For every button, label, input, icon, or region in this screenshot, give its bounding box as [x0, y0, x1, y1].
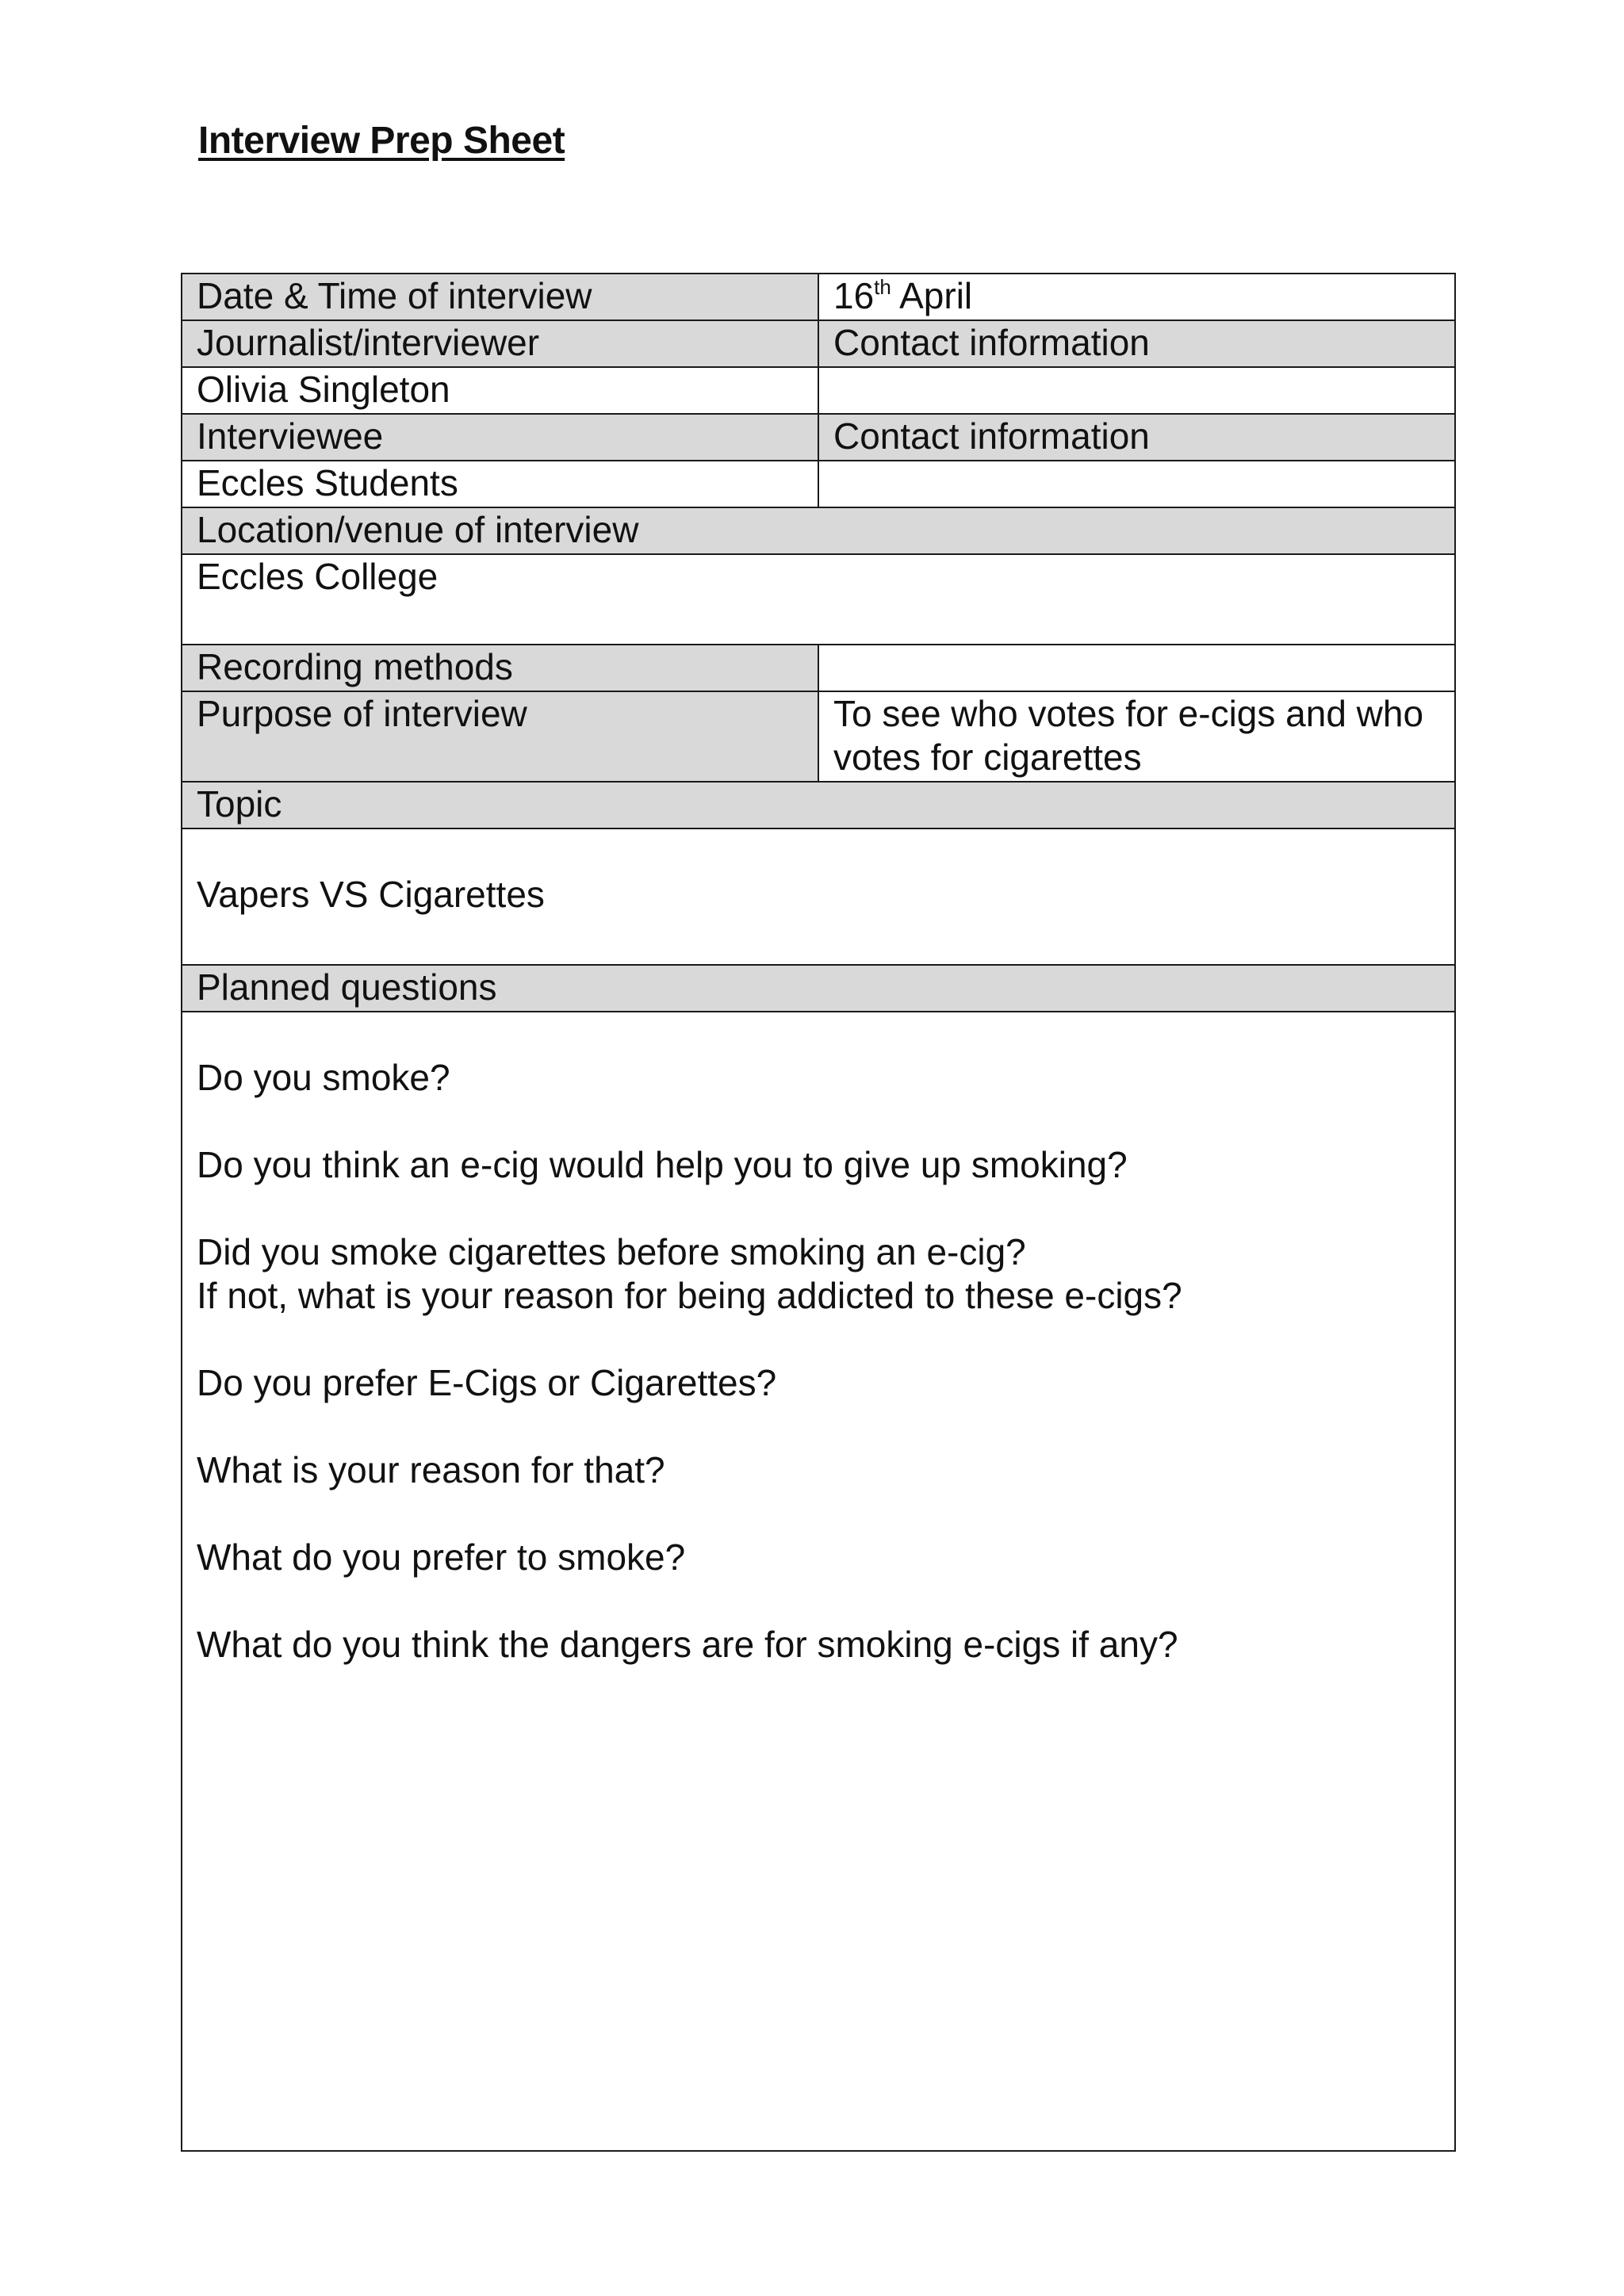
- question-text: Do you smoke?: [197, 1057, 450, 1098]
- journalist-row: [182, 367, 1455, 414]
- topic-row: [182, 828, 1455, 965]
- recording-row: [182, 645, 1455, 691]
- question-item: [197, 1623, 1440, 1667]
- location-header-row: [182, 507, 1455, 554]
- journalist-contact-value: [818, 367, 1455, 414]
- recording-value: [818, 645, 1455, 691]
- date-label: Date & Time of interview: [182, 274, 818, 320]
- interviewee-name: Eccles Students: [182, 461, 818, 507]
- journalist-header-row: [182, 320, 1455, 367]
- interviewee-label: Interviewee: [182, 414, 818, 461]
- interview-prep-table: [181, 273, 1456, 2152]
- questions-header-row: [182, 965, 1455, 1012]
- purpose-label: Purpose of interview: [182, 691, 818, 782]
- journalist-label: Journalist/interviewer: [182, 320, 818, 367]
- journalist-contact-label: Contact information: [818, 320, 1455, 367]
- question-list: [197, 1012, 1440, 1667]
- topic-cell: [182, 828, 1455, 965]
- date-month: April: [899, 275, 973, 316]
- question-item: [197, 1448, 1440, 1492]
- question-text: What do you think the dangers are for smoking e-cigs if any?: [197, 1624, 1178, 1665]
- recording-label: Recording methods: [182, 645, 818, 691]
- date-day: 16: [833, 275, 875, 316]
- interviewee-contact-label: Contact information: [818, 414, 1455, 461]
- questions-row: [182, 1012, 1455, 2151]
- question-text: Do you prefer E-Cigs or Cigarettes?: [197, 1362, 777, 1403]
- questions-cell: [182, 1012, 1455, 2151]
- question-item: [197, 1361, 1440, 1405]
- journalist-name: Olivia Singleton: [182, 367, 818, 414]
- location-value: Eccles College: [182, 554, 1455, 645]
- question-text: Did you smoke cigarettes before smoking an e-cig?: [197, 1231, 1026, 1272]
- purpose-row: [182, 691, 1455, 782]
- date-suffix: th: [874, 275, 891, 299]
- interviewee-header-row: [182, 414, 1455, 461]
- topic-value: Vapers VS Cigarettes: [197, 874, 545, 915]
- topic-label: Topic: [182, 782, 1455, 828]
- question-item: [197, 1536, 1440, 1579]
- date-row: [182, 274, 1455, 320]
- question-text: What is your reason for that?: [197, 1449, 665, 1490]
- question-item: [197, 1230, 1440, 1318]
- topic-header-row: [182, 782, 1455, 828]
- interviewee-contact-value: [818, 461, 1455, 507]
- question-text: Do you think an e-cig would help you to give up smoking?: [197, 1144, 1128, 1185]
- question-text: What do you prefer to smoke?: [197, 1536, 686, 1578]
- interviewee-row: [182, 461, 1455, 507]
- page-title: Interview Prep Sheet: [198, 120, 565, 162]
- location-row: [182, 554, 1455, 645]
- questions-label: Planned questions: [182, 965, 1455, 1012]
- question-item: [197, 1056, 1440, 1100]
- date-value: [818, 274, 1455, 320]
- location-label: Location/venue of interview: [182, 507, 1455, 554]
- question-item: [197, 1143, 1440, 1187]
- question-text: If not, what is your reason for being addicted to these e-cigs?: [197, 1275, 1182, 1316]
- purpose-value: To see who votes for e-cigs and who votes for cigarettes: [818, 691, 1455, 782]
